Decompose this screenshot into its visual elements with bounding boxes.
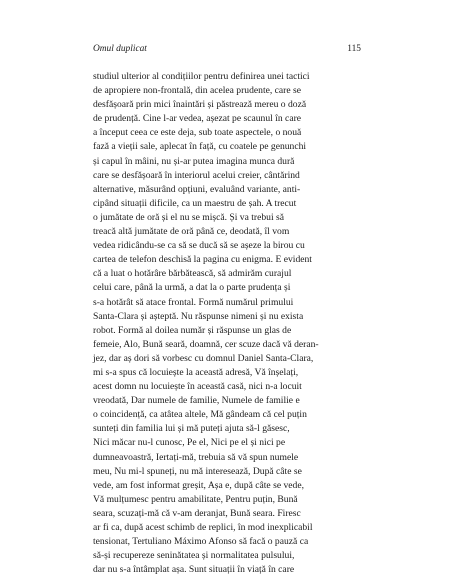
text-line: meu, Nu mi-l spuneți, nu mă interesează, După câte se	[93, 465, 302, 477]
text-line: că a luat o hotărâre bărbătească, să admirăm curajul	[93, 268, 292, 280]
running-title: Omul duplicat	[93, 44, 147, 54]
text-line: și capul în mâini, nu și-ar putea imagina munca dură	[93, 155, 295, 167]
text-line: dar nu s-a întâmplat așa. Sunt situații în viață în care	[93, 564, 295, 576]
text-line: studiul ulterior al condițiilor pentru definirea unei tactici	[93, 71, 310, 82]
text-line: de prudență. Cine l-ar vedea, așezat pe scaunul în care	[93, 113, 302, 125]
text-line: dumneavoastră, Iertați-mă, trebuia să vă spun numele	[93, 451, 299, 463]
body-text	[93, 70, 365, 577]
page-header	[93, 44, 361, 58]
page-number: 115	[347, 44, 361, 54]
text-line: acest domn nu locuiește în această casă, nici n-a locuit	[93, 381, 302, 393]
text-line: seara, scuzați-mă că v-am deranjat, Bună seara. Firesc	[93, 507, 301, 519]
text-line: Vă mulțumesc pentru amabilitate, Pentru puțin, Bună	[93, 493, 298, 505]
text-line: care se desfășoară în interiorul acelui creier, cântărind	[93, 169, 300, 181]
text-line: a început ceea ce este deja, sub toate aspectele, o nouă	[93, 127, 302, 139]
text-line: Nici măcar nu-l cunosc, Pe el, Nici pe el și nici pe	[93, 437, 286, 449]
text-line: sunteți din familia lui și mă puteți ajuta să-l găsesc,	[93, 423, 290, 435]
text-line: treacă altă jumătate de oră până ce, deodată, îl vom	[93, 226, 290, 238]
text-line: vreodată, Dar numele de familie, Numele de familie e	[93, 395, 300, 407]
text-line: alternative, măsurând opțiuni, evaluând variante, anti-	[93, 183, 301, 195]
text-line: femeie, Alo, Bună seară, doamnă, cer scuze dacă vă deran-	[93, 338, 319, 350]
text-line: vedea ridicându-se ca să se ducă să se așeze la birou cu	[93, 240, 305, 252]
text-line: mi s-a spus că locuiește la această adresă, Vă înșelați,	[93, 366, 299, 378]
text-line: desfășoară prin mici înaintări și păstrează mereu o doză	[93, 99, 307, 111]
text-line: jez, dar aș dori să vorbesc cu domnul Daniel Santa-Clara,	[93, 352, 314, 364]
text-line: cipând situații dificile, ca un maestru de șah. A trecut	[93, 197, 297, 209]
text-line: o coincidență, ca atâtea altele, Mă gândeam că cel puțin	[93, 409, 307, 421]
text-line: ar fi ca, după acest schimb de replici, în mod inexplicabil	[93, 522, 313, 533]
text-line: Santa-Clara și așteptă. Nu răspunse nimeni și nu exista	[93, 310, 304, 322]
text-line: cartea de telefon deschisă la pagina cu enigma. E evident	[93, 254, 312, 266]
text-line: tensionat, Tertuliano Máximo Afonso să facă o pauză ca	[93, 536, 309, 548]
text-line: celui care, până la urmă, a dat la o parte prudența și	[93, 282, 291, 294]
text-line: să-și recupereze seninătatea și normalitatea pulsului,	[93, 550, 295, 562]
text-line: robot. Formă al doilea număr și răspunse un glas de	[93, 324, 292, 336]
text-line: vede, am fost informat greșit, Așa e, după câte se vede,	[93, 479, 304, 491]
text-line: o jumătate de oră și el nu se mișcă. Și va trebui să	[93, 211, 285, 223]
text-line: de apropiere non-frontală, din acelea prudente, care se	[93, 85, 302, 97]
text-line: s-a hotărât să atace frontal. Formă numărul primului	[93, 296, 294, 308]
text-line: fază a vieții sale, aplecat în față, cu coatele pe genunchi	[93, 141, 307, 153]
